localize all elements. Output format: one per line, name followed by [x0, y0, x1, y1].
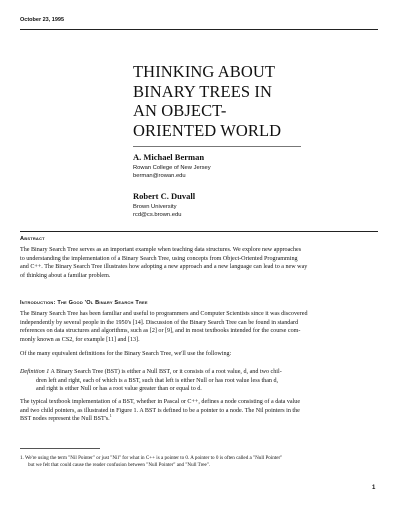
- author-name: A. Michael Berman: [133, 152, 205, 162]
- text-line: and two child pointers, as illustrated in Figure 1. A BST is defined to be a pointer to a node. The Nil pointers in the: [20, 407, 300, 414]
- abstract-body: [20, 246, 360, 280]
- title-line: AN OBJECT-: [133, 101, 227, 120]
- footnote-marker: 1: [109, 413, 112, 419]
- definition-line: [20, 368, 360, 377]
- author-block: [133, 191, 195, 219]
- text-line: independently by several people in the 1950's [14]. Discussion of the Binary Search Tree can be found in standard: [20, 319, 299, 326]
- definition-text: A Binary Search Tree (BST) is either a Null BST, or it consists of a root value, d, and two chil-: [50, 369, 282, 375]
- text-line: Of the many equivalent definitions for the Binary Search Tree, we'll use the following:: [20, 351, 232, 357]
- author-name: Robert C. Duvall: [133, 191, 196, 201]
- intro-heading-text: Introduction: The Good 'Ol Binary Search Tree: [20, 300, 148, 306]
- title-line: ORIENTED WORLD: [133, 120, 282, 140]
- author-block: [133, 152, 211, 180]
- section-rule: [20, 231, 378, 232]
- footnote: [20, 455, 365, 470]
- definition-label: Definition 1: [20, 369, 50, 375]
- definition-block: [20, 368, 360, 394]
- text-line: references on data structures and algorithms, such as [2] or [9], and in most textbooks intended for the course com-: [20, 328, 301, 335]
- intro-body: [20, 310, 360, 344]
- author-email: berman@rowan.edu: [133, 173, 186, 179]
- top-rule: [20, 29, 378, 30]
- text-line: monly known as CS2, for example [11] and [13].: [20, 336, 140, 343]
- text-line: and C++. The Binary Search Tree illustrates how adopting a new approach and a new language can lead to a new way: [20, 264, 308, 271]
- text-line: The Binary Search Tree has been familiar and useful to programmers and Computer Scientists since it was discovered: [20, 311, 308, 317]
- abstract-heading: [20, 236, 45, 242]
- definition-line: and right is either Null or has a root value greater than or equal to d.: [36, 386, 202, 393]
- title-line: BINARY TREES IN: [133, 81, 273, 101]
- text-line: [20, 415, 360, 424]
- date-header: October 23, 1995: [20, 17, 65, 23]
- paper-title: [133, 62, 353, 140]
- implementation-body: [20, 398, 360, 424]
- text-line: of thinking about a familiar problem.: [20, 272, 111, 279]
- author-affiliation: Brown University: [133, 204, 177, 210]
- footnote-line: but we felt that could cause the reader confusion between "Null Pointer" and "Null Tree".: [28, 462, 211, 469]
- intro-lead-in: [20, 350, 360, 359]
- footnote-line: 1. We're using the term "Nil Pointer" or just "Nil" for what in C++ is a pointer to 0. A pointer to 0 is often called a "Null Pointer": [20, 455, 283, 461]
- text-line: The typical textbook implementation of a BST, whether in Pascal or C++, defines a node consisting of a data value: [20, 399, 301, 405]
- definition-line: dren left and right, each of which is a BST, such that left is either Null or has root value less than d,: [36, 377, 279, 384]
- text-line: The Binary Search Tree serves as an important example when teaching data structures. We explore new approaches: [20, 247, 302, 253]
- footnote-rule: [20, 448, 100, 449]
- abstract-heading-text: Abstract: [20, 236, 45, 242]
- text-line: to understanding the implementation of a Binary Search Tree, using concepts from Object-Oriented Programming: [20, 255, 298, 262]
- page-number: 1: [372, 485, 376, 491]
- title-line: THINKING ABOUT: [133, 62, 276, 81]
- title-rule: [133, 146, 301, 147]
- intro-heading: [20, 300, 148, 306]
- author-email: rcd@cs.brown.edu: [133, 212, 182, 218]
- text-line-content: BST nodes represent the Null BST's.: [20, 416, 110, 423]
- author-affiliation: Rowan College of New Jersey: [133, 165, 211, 171]
